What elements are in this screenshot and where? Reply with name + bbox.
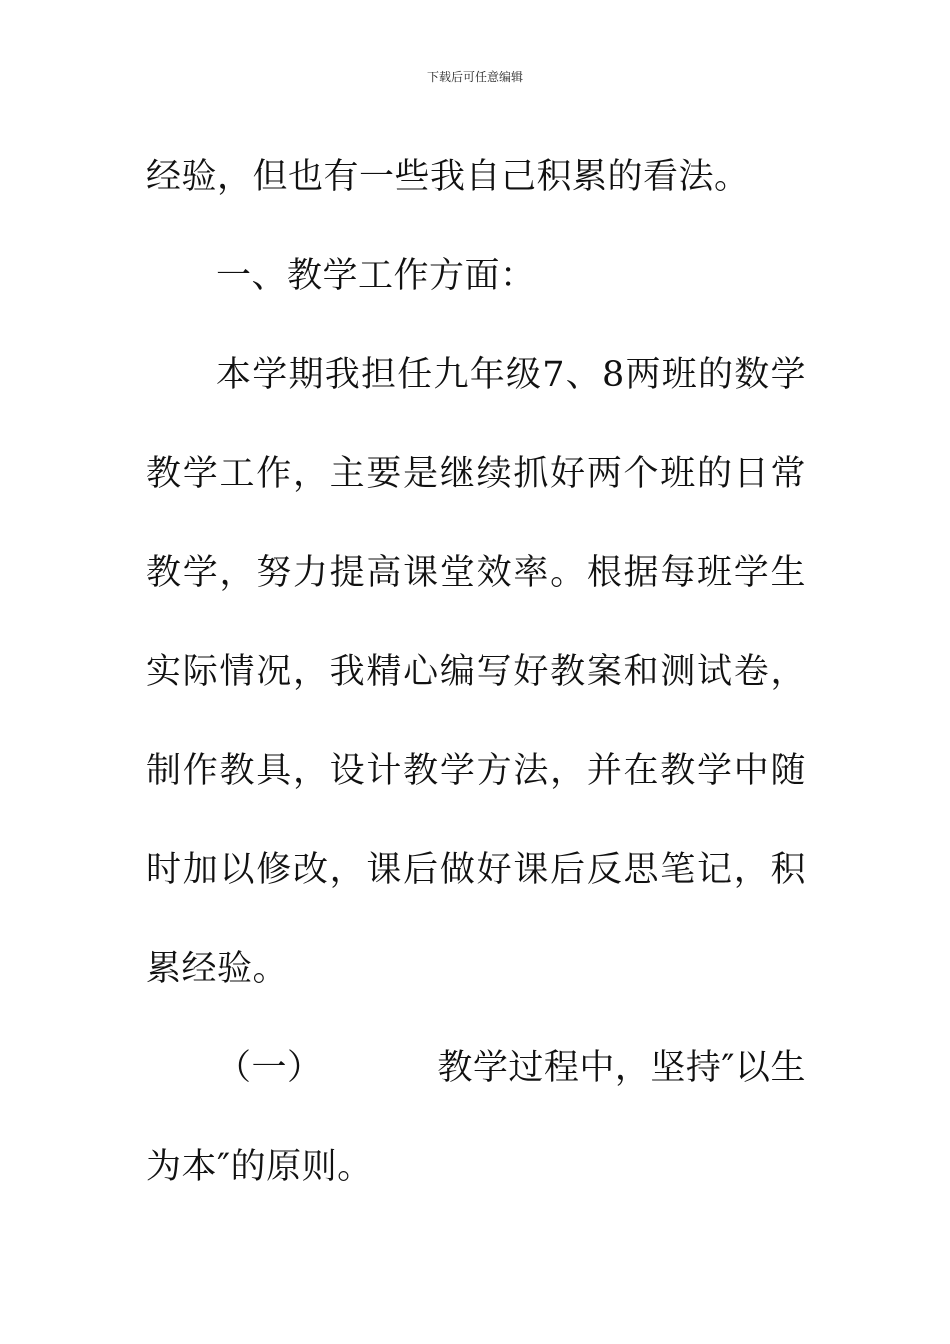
section-heading: 一、教学工作方面： xyxy=(216,256,536,296)
paragraph-line: 本学期我担任九年级7、8两班的数学 xyxy=(216,355,806,395)
subsection-text: 教学过程中，坚持″以生 xyxy=(437,1048,806,1088)
subsection-heading xyxy=(146,1019,806,1118)
document-body xyxy=(146,128,806,1217)
paragraph-line: 累经验。 xyxy=(146,949,289,989)
paragraph-line: 制作教具，设计教学方法，并在教学中随 xyxy=(146,751,806,791)
paragraph-line: 时加以修改，课后做好课后反思笔记，积 xyxy=(146,850,806,890)
paragraph-line: 为本″的原则。 xyxy=(146,1147,373,1187)
paragraph-line: 经验，但也有一些我自己积累的看法。 xyxy=(146,157,750,197)
paragraph-line: 教学工作，主要是继续抓好两个班的日常 xyxy=(146,454,806,494)
page-header: 下载后可任意编辑 xyxy=(426,70,523,84)
subsection-number: （一） xyxy=(216,1048,323,1088)
paragraph-line: 实际情况，我精心编写好教案和测试卷， xyxy=(146,652,806,692)
paragraph-line: 教学，努力提高课堂效率。根据每班学生 xyxy=(146,553,806,593)
